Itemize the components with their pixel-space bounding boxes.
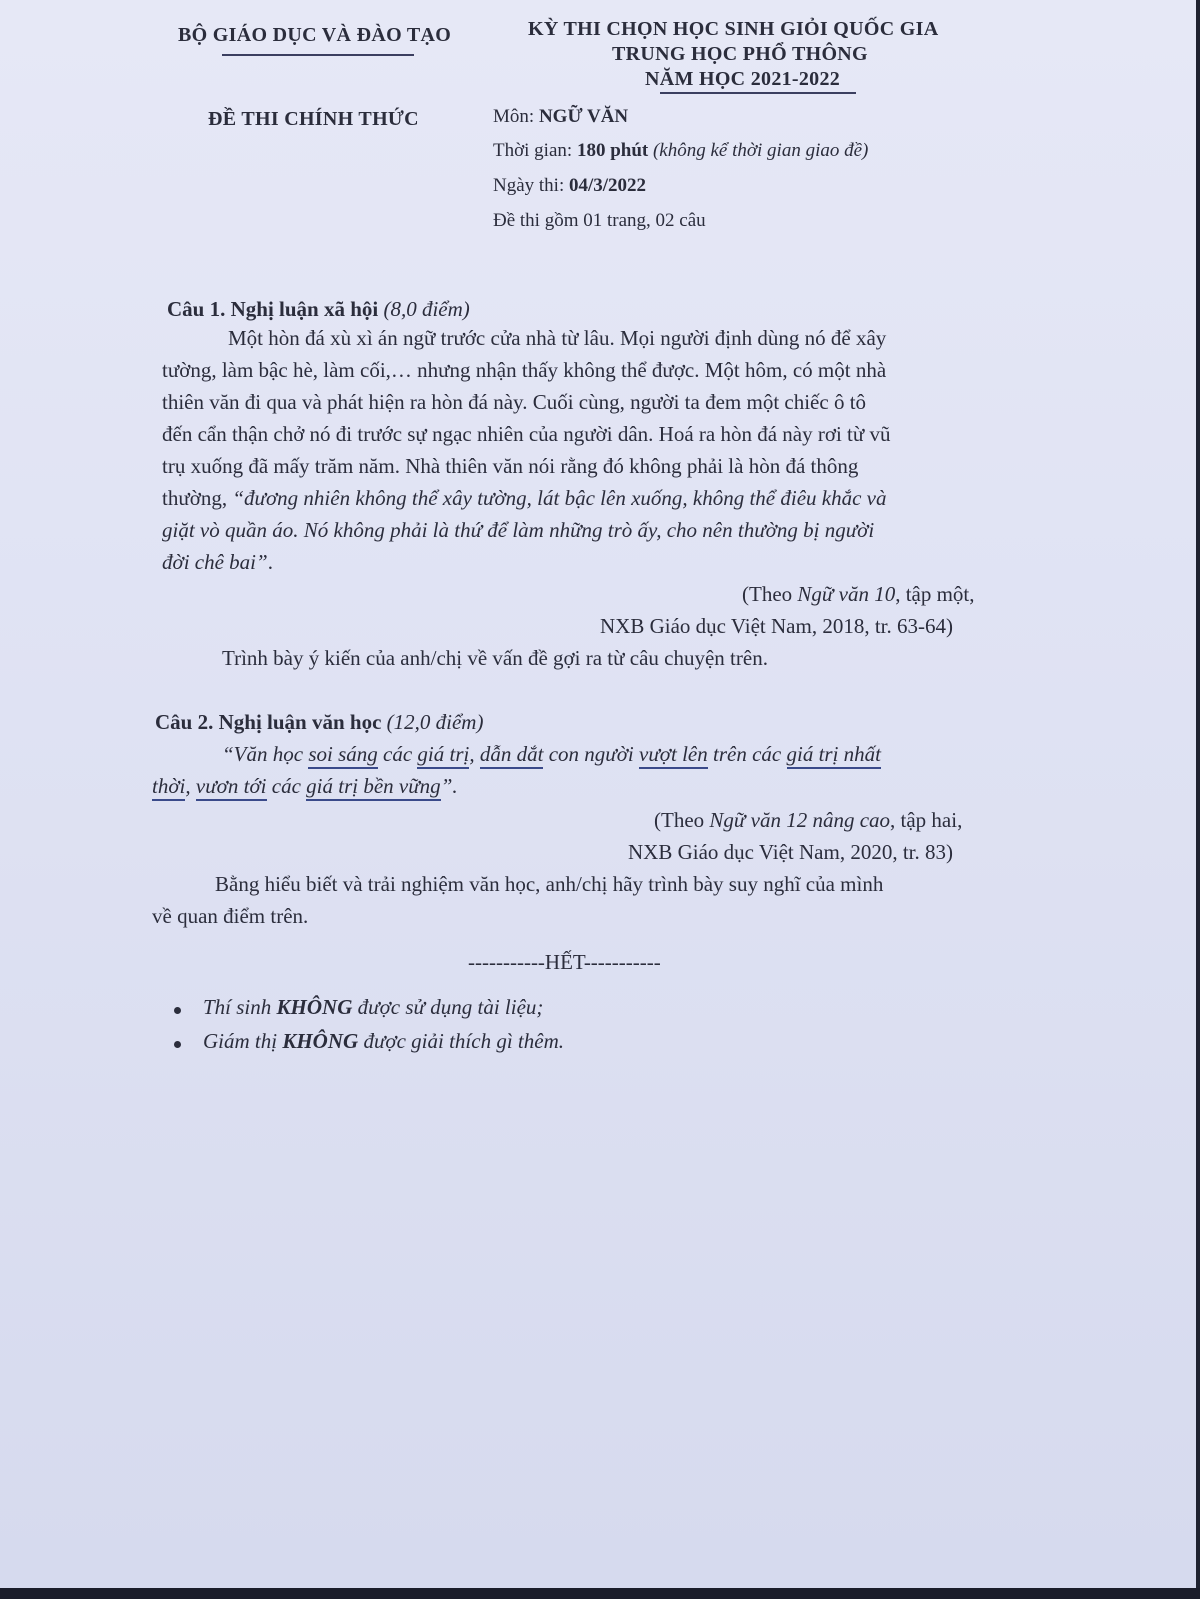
- note-1-bullet: [174, 1007, 181, 1014]
- time-line: [493, 140, 868, 162]
- q1-line-4: đến cẩn thận chở nó đi trước sự ngạc nhiên của người dân. Hoá ra hòn đá này rơi từ vũ: [162, 422, 891, 446]
- q2-sep-6: ,: [185, 774, 196, 798]
- q2-quote-line-2: [152, 774, 458, 799]
- date-value: 04/3/2022: [569, 175, 647, 196]
- q1-source-post: , tập một,: [895, 582, 975, 606]
- q1-title-text: Câu 1. Nghị luận xã hội: [167, 297, 379, 321]
- q2-quote-close: ”.: [440, 774, 458, 798]
- time-note: (không kể thời gian giao đề): [652, 140, 869, 161]
- q2-word-thoi: thời: [152, 774, 185, 801]
- q1-line-7: giặt vò quần áo. Nó không phải là thứ để làm những trò ấy, cho nên thường bị người: [162, 518, 875, 542]
- q2-task-line-2: về quan điểm trên.: [152, 904, 309, 928]
- exam-title-underline: [660, 92, 856, 94]
- time-label: Thời gian:: [493, 140, 573, 161]
- q1-line-8-end: .: [267, 550, 273, 574]
- note-2-bold: KHÔNG: [282, 1029, 359, 1053]
- note-2-post: được giải thích gì thêm.: [358, 1029, 564, 1053]
- q2-points: (12,0 điểm): [386, 710, 484, 734]
- q2-title: [155, 710, 483, 735]
- q2-title-text: Câu 2. Nghị luận văn học: [155, 710, 382, 734]
- q1-line-8-quote: đời chê bai”: [162, 550, 268, 574]
- q1-line-1: Một hòn đá xù xì án ngữ trước cửa nhà từ lâu. Mọi người định dùng nó để xây: [228, 326, 887, 350]
- q2-word-gia-tri-nhat: giá trị nhất: [787, 742, 882, 769]
- q2-source-book: Ngữ văn 12 nâng cao: [709, 808, 891, 832]
- time-value: 180 phút: [576, 140, 649, 161]
- q1-task: Trình bày ý kiến của anh/chị về vấn đề gợi ra từ câu chuyện trên.: [222, 646, 768, 670]
- q2-word-soi-sang: soi sáng: [308, 742, 377, 769]
- exam-title-line3: NĂM HỌC 2021-2022: [645, 68, 841, 90]
- note-1-bold: KHÔNG: [276, 995, 353, 1019]
- subject-value: NGỮ VĂN: [538, 106, 629, 127]
- q2-source-1: [654, 808, 962, 833]
- note-1-pre: Thí sinh: [203, 995, 277, 1019]
- date-label: Ngày thi:: [493, 175, 565, 196]
- subject-line: [493, 106, 628, 128]
- q1-line-3: thiên văn đi qua và phát hiện ra hòn đá này. Cuối cùng, người ta đem một chiếc ô tô: [162, 390, 867, 414]
- q2-word-gia-tri: giá trị: [417, 742, 469, 769]
- q2-sep-4: trên các: [707, 742, 787, 766]
- q2-word-gia-tri-ben-vung: giá trị bền vững: [306, 774, 441, 801]
- q1-source-book: Ngữ văn 10: [797, 582, 896, 606]
- q1-line-2: tường, làm bậc hè, làm cối,… nhưng nhận thấy không thể được. Một hôm, có một nhà: [162, 358, 887, 382]
- q2-quote-line-1: [222, 742, 881, 767]
- q2-sep-1: các: [377, 742, 418, 766]
- q1-line-6-quote: “đương nhiên không thể xây tường, lát bậc lên xuống, không thể điêu khắc và: [227, 486, 887, 510]
- ministry-name: BỘ GIÁO DỤC VÀ ĐÀO TẠO: [178, 24, 452, 46]
- q1-line-6: [162, 486, 887, 511]
- q2-word-vuon-toi: vươn tới: [196, 774, 267, 801]
- end-mark: -----------HẾT-----------: [468, 950, 661, 974]
- q1-line-8: [162, 550, 273, 575]
- q1-line-5: trụ xuống đã mấy trăm năm. Nhà thiên văn nói rằng đó không phải là hòn đá thông: [162, 454, 859, 478]
- q2-source-2: NXB Giáo dục Việt Nam, 2020, tr. 83): [628, 840, 953, 864]
- q2-sep-3: con người: [543, 742, 640, 766]
- q1-title: [167, 297, 470, 322]
- note-1-post: được sử dụng tài liệu;: [352, 995, 544, 1019]
- q1-source-2: NXB Giáo dục Việt Nam, 2018, tr. 63-64): [600, 614, 953, 638]
- q1-source-pre: (Theo: [742, 582, 798, 606]
- note-2-pre: Giám thị: [203, 1029, 283, 1053]
- q2-source-post: , tập hai,: [890, 808, 963, 832]
- q2-sep-2: ,: [469, 742, 480, 766]
- q2-word-dan-dat: dẫn dắt: [480, 742, 544, 769]
- desk-edge: [0, 1588, 1200, 1599]
- exam-title-line2: TRUNG HỌC PHỔ THÔNG: [612, 43, 868, 65]
- q2-sep-7: các: [266, 774, 307, 798]
- ministry-underline: [222, 54, 414, 56]
- note-2: [203, 1029, 564, 1054]
- q1-source-1: [742, 582, 975, 607]
- date-line: [493, 175, 646, 197]
- q2-source-pre: (Theo: [654, 808, 710, 832]
- exam-title-line1: KỲ THI CHỌN HỌC SINH GIỎI QUỐC GIA: [528, 18, 939, 40]
- note-2-bullet: [174, 1041, 181, 1048]
- subject-label: Môn:: [493, 106, 535, 127]
- note-1: [203, 995, 543, 1020]
- pages-line: Đề thi gồm 01 trang, 02 câu: [493, 210, 706, 231]
- official-label: ĐỀ THI CHÍNH THỨC: [208, 108, 419, 130]
- q1-line-6-normal: thường,: [162, 486, 228, 510]
- q2-task-line-1: Bằng hiểu biết và trải nghiệm văn học, anh/chị hãy trình bày suy nghĩ của mình: [215, 872, 884, 896]
- q2-quote-open: “Văn học: [222, 742, 309, 766]
- q1-points: (8,0 điểm): [383, 297, 470, 321]
- q2-word-vuot-len: vượt lên: [639, 742, 708, 769]
